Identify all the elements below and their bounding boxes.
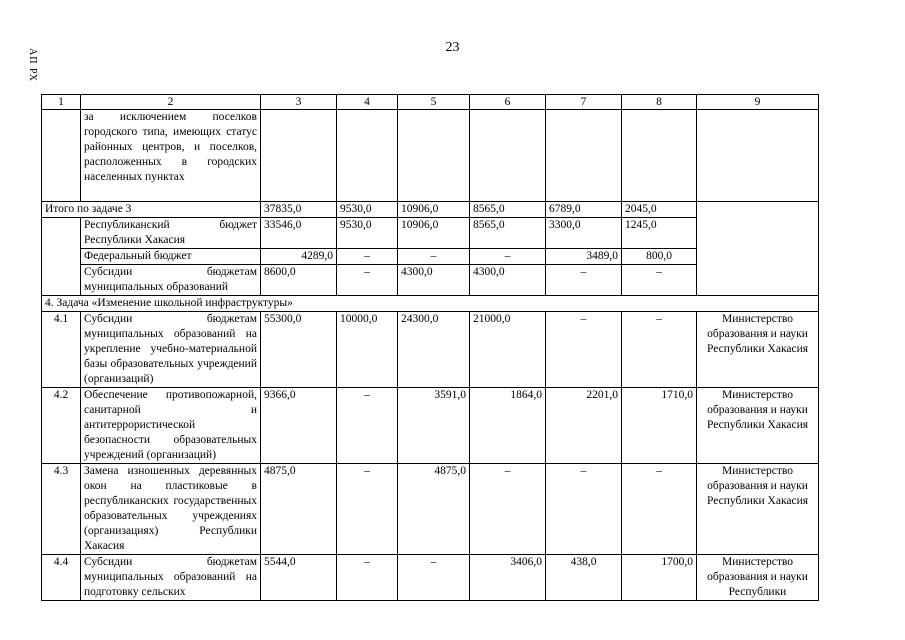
header-cell: 3	[261, 95, 337, 110]
value-cell: –	[337, 249, 398, 265]
value-cell: –	[337, 265, 398, 296]
value-cell: 1864,0	[470, 388, 546, 464]
row-number: 4.1	[42, 312, 81, 388]
header-cell: 1	[42, 95, 81, 110]
header-cell: 5	[398, 95, 470, 110]
header-cell: 8	[622, 95, 697, 110]
header-cell: 9	[697, 95, 819, 110]
value-cell: 800,0	[622, 249, 697, 265]
value-cell: –	[470, 249, 546, 265]
value-cell: –	[546, 265, 622, 296]
value-cell: 1710,0	[622, 388, 697, 464]
value-cell: 3300,0	[546, 218, 622, 249]
value-cell: 10000,0	[337, 312, 398, 388]
value-cell: 55300,0	[261, 312, 337, 388]
value-cell: 8565,0	[470, 218, 546, 249]
value-cell: 4300,0	[470, 265, 546, 296]
value-cell: 8600,0	[261, 265, 337, 296]
table-header-row	[42, 95, 819, 110]
value-cell: 2201,0	[546, 388, 622, 464]
value-cell: 1700,0	[622, 555, 697, 601]
executor-cell: Министерство образования и науки Республики	[697, 555, 819, 601]
table-row	[42, 202, 819, 218]
executor-cell: Министерство образования и науки Республики Хакасия	[697, 388, 819, 464]
value-cell: 4875,0	[398, 464, 470, 555]
value-cell: 4875,0	[261, 464, 337, 555]
value-cell: –	[337, 555, 398, 601]
row-description: за исключением поселков городского типа, имеющих статус районных центров, и поселков, расположенных в городских населенных пунктах	[81, 110, 261, 202]
value-cell: 10906,0	[398, 218, 470, 249]
row-description: Субсидии бюджетам муниципальных образований	[81, 265, 261, 296]
value-cell: 2045,0	[622, 202, 697, 218]
row-description: Республиканский бюджет Республики Хакасия	[81, 218, 261, 249]
value-cell: –	[622, 464, 697, 555]
value-cell: –	[546, 464, 622, 555]
value-cell: 33546,0	[261, 218, 337, 249]
row-number: 4.3	[42, 464, 81, 555]
row-description: Субсидии бюджетам муниципальных образований на укрепление учебно-материальной базы образовательных учреждений (организаций)	[81, 312, 261, 388]
value-cell: –	[398, 555, 470, 601]
budget-table	[41, 94, 819, 601]
value-cell: 4300,0	[398, 265, 470, 296]
value-cell: –	[546, 312, 622, 388]
value-cell: 1245,0	[622, 218, 697, 249]
value-cell: 9530,0	[337, 202, 398, 218]
margin-label: АП РХ	[27, 48, 38, 83]
table-row	[42, 464, 819, 555]
header-cell: 6	[470, 95, 546, 110]
value-cell: –	[337, 464, 398, 555]
value-cell: –	[398, 249, 470, 265]
value-cell: 6789,0	[546, 202, 622, 218]
value-cell: 3591,0	[398, 388, 470, 464]
row-description: Федеральный бюджет	[81, 249, 261, 265]
row-description: Обеспечение противопожарной, санитарной и антитеррористической безопасности образовательных учреждений (организаций)	[81, 388, 261, 464]
table-row	[42, 110, 819, 202]
value-cell: 21000,0	[470, 312, 546, 388]
header-cell: 4	[337, 95, 398, 110]
value-cell: 9530,0	[337, 218, 398, 249]
row-description: Замена изношенных деревянных окон на пластиковые в республиканских государственных образовательных учреждениях (организациях) Республики Хакасия	[81, 464, 261, 555]
table-row	[42, 296, 819, 312]
value-cell: 3489,0	[546, 249, 622, 265]
value-cell: 9366,0	[261, 388, 337, 464]
value-cell: 8565,0	[470, 202, 546, 218]
value-cell: –	[622, 265, 697, 296]
table-row	[42, 312, 819, 388]
value-cell: 37835,0	[261, 202, 337, 218]
value-cell: 24300,0	[398, 312, 470, 388]
value-cell: 4289,0	[261, 249, 337, 265]
section-heading: 4. Задача «Изменение школьной инфраструктуры»	[42, 296, 819, 312]
row-description: Субсидии бюджетам муниципальных образований на подготовку сельских	[81, 555, 261, 601]
value-cell: –	[337, 388, 398, 464]
value-cell: 438,0	[546, 555, 622, 601]
executor-cell: Министерство образования и науки Республики Хакасия	[697, 464, 819, 555]
row-number: 4.4	[42, 555, 81, 601]
table-row	[42, 555, 819, 601]
value-cell: 10906,0	[398, 202, 470, 218]
value-cell: –	[470, 464, 546, 555]
row-number: 4.2	[42, 388, 81, 464]
header-cell: 2	[81, 95, 261, 110]
header-cell: 7	[546, 95, 622, 110]
value-cell: 3406,0	[470, 555, 546, 601]
value-cell: –	[622, 312, 697, 388]
total-label: Итого по задаче 3	[42, 202, 261, 218]
executor-cell: Министерство образования и науки Республики Хакасия	[697, 312, 819, 388]
page-number: 23	[445, 40, 460, 55]
value-cell: 5544,0	[261, 555, 337, 601]
table-row	[42, 388, 819, 464]
